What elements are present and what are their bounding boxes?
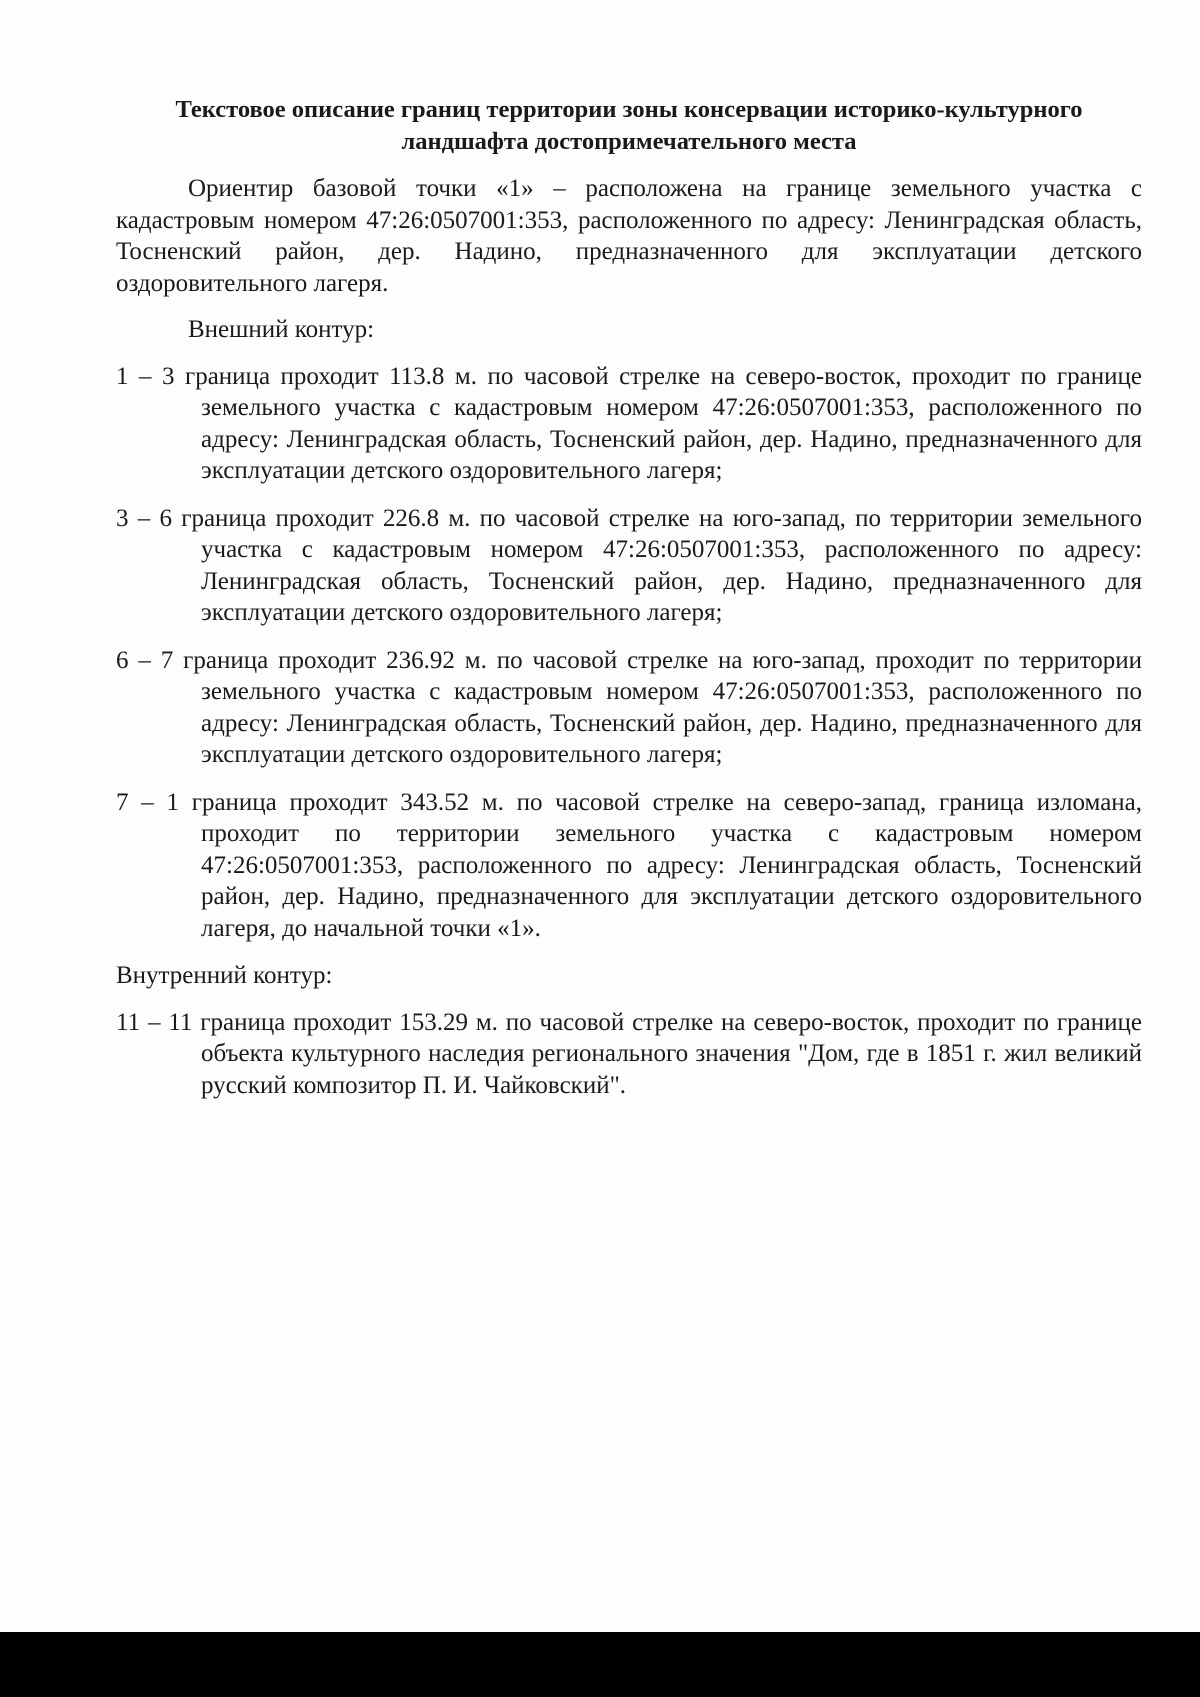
inner-contour-heading: Внутренний контур: [116, 962, 333, 989]
inner-item-11-11 [116, 1007, 1142, 1102]
outer-contour-heading: Внешний контур: [188, 316, 375, 343]
item-number: 3 – 6 [116, 504, 172, 532]
item-number: 6 – 7 [116, 646, 174, 674]
item-number: 1 – 3 [116, 362, 175, 390]
outer-item-6-7 [116, 645, 1142, 771]
intro-paragraph: Ориентир базовой точки «1» – расположена на границе земельного участка с кадастровым номером 47:26:0507001:353, расположенного по адресу: Ленинградская область, Тосненский район, дер. Надино, предназначенного для эксплуатации детского оздоровительного лагеря. [116, 175, 1142, 297]
document-body [116, 94, 1142, 1117]
outer-item-1-3 [116, 361, 1142, 487]
item-text: граница проходит 343.52 м. по часовой стрелке на северо-запад, граница изломана, проходит по территории земельного участка с кадастровым номером 47:26:0507001:353, расположенного по адресу: Ленинградская область, Тосненский район, дер. Надино, предназначенного для эксплуатации детского оздоровительного лагеря, до начальной точки «1». [191, 788, 1143, 942]
item-number: 7 – 1 [116, 788, 179, 816]
scan-bottom-border [0, 1632, 1200, 1697]
item-text: граница проходит 236.92 м. по часовой стрелке на юго-запад, проходит по территории земельного участка с кадастровым номером 47:26:0507001:353, расположенного по адресу: Ленинградская область, Тосненский район, дер. Надино, предназначенного для эксплуатации детского оздоровительного лагеря; [183, 646, 1143, 768]
outer-item-3-6 [116, 503, 1142, 629]
item-text: граница проходит 226.8 м. по часовой стрелке на юго-запад, по территории земельного участка с кадастровым номером 47:26:0507001:353, расположенного по адресу: Ленинградская область, Тосненский район, дер. Надино, предназначенного для эксплуатации детского оздоровительного лагеря; [181, 504, 1143, 626]
outer-item-7-1 [116, 787, 1142, 945]
document-title: Текстовое описание границ территории зоны консервации историко-культурного ландшафта достопримечательного места [175, 96, 1083, 155]
item-text: граница проходит 113.8 м. по часовой стрелке на северо-восток, проходит по границе земельного участка с кадастровым номером 47:26:0507001:353, расположенного по адресу: Ленинградская область, Тосненский район, дер. Надино, предназначенного для эксплуатации детского оздоровительного лагеря; [184, 362, 1142, 484]
item-text: граница проходит 153.29 м. по часовой стрелке на северо-восток, проходит по границе объекта культурного наследия регионального значения "Дом, где в 1851 г. жил великий русский композитор П. И. Чайковский". [200, 1008, 1142, 1099]
item-number: 11 – 11 [116, 1008, 193, 1036]
